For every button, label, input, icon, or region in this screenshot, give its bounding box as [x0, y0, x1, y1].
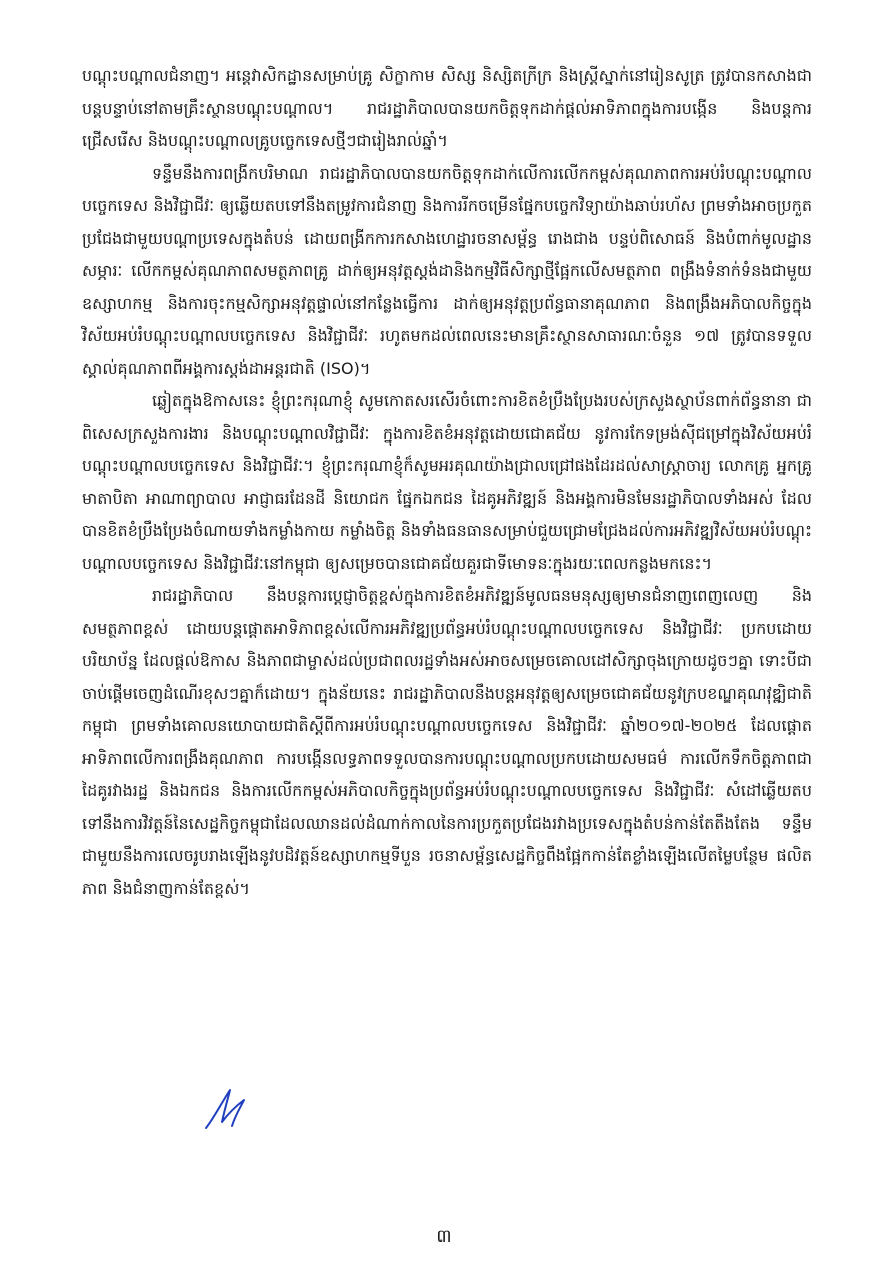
document-body	[82, 60, 812, 905]
paragraph-3: ឆ្លៀតក្នុងឱកាសនេះ ខ្ញុំព្រះករុណាខ្ញុំ សូមកោតសរសើរចំពោះការខិតខំប្រឹងប្រែងរបស់ក្រសួងស្ថាប័នពាក់ព័ន្ធនានា ជាពិសេសក្រសួងការងារ និងបណ្តុះបណ្តាលវិជ្ជាជីវៈ ក្នុងការខិតខំអនុវត្តដោយជោគជ័យ នូវការកែទម្រង់ស៊ីជម្រៅក្នុងវិស័យអប់រំបណ្តុះបណ្តាលបច្ចេកទេស និងវិជ្ជាជីវៈ។ ខ្ញុំព្រះករុណាខ្ញុំក៏សូមអរគុណយ៉ាងជ្រាលជ្រៅផងដែរដល់សាស្ត្រាចារ្យ លោកគ្រូ អ្នកគ្រូ មាតាបិតា អាណាព្យាបាល អាជ្ញាធរដែនដី និយោជក ផ្នែកឯកជន ដៃគូអភិវឌ្ឍន៍ និងអង្គការមិនមែនរដ្ឋាភិបាលទាំងអស់ ដែលបានខិតខំប្រឹងប្រែងចំណាយទាំងកម្លាំងកាយ កម្លាំងចិត្ត និងទាំងធនធានសម្រាប់ជួយជ្រោមជ្រែងដល់ការអភិវឌ្ឍវិស័យអប់រំបណ្តុះបណ្តាលបច្ចេកទេស និងវិជ្ជាជីវៈនៅកម្ពុជា ឲ្យសម្រេចបានជោគជ័យគួរជាទីមោទនៈក្នុងរយៈពេលកន្លងមកនេះ។	[82, 391, 812, 573]
paragraph-1: បណ្តុះបណ្តាលជំនាញ។ អន្តេវាសិកដ្ឋានសម្រាប់គ្រូ សិក្ខាកាម សិស្ស និស្សិតក្រីក្រ និងស្ត្រីស្នាក់នៅរៀនសូត្រ ត្រូវបានកសាងជាបន្តបន្ទាប់នៅតាមគ្រឹះស្ថានបណ្តុះបណ្តាល។ រាជរដ្ឋាភិបាលបានយកចិត្តទុកដាក់ផ្តល់អាទិភាពក្នុងការបង្កើន និងបន្តការជ្រើសរើស និងបណ្តុះបណ្តាលគ្រូបច្ចេកទេសថ្មីៗជារៀងរាល់ឆ្នាំ។	[82, 66, 812, 150]
paragraph-2: ទន្ទឹមនឹងការពង្រីកបរិមាណ រាជរដ្ឋាភិបាលបានយកចិត្តទុកដាក់លើការលើកកម្ពស់គុណភាពការអប់រំបណ្តុះបណ្តាលបច្ចេកទេស និងវិជ្ជាជីវៈ ឲ្យឆ្លើយតបទៅនឹងតម្រូវការជំនាញ និងការរីកចម្រើនផ្នែកបច្ចេកវិទ្យាយ៉ាងឆាប់រហ័ស ព្រមទាំងអាចប្រកួតប្រជែងជាមួយបណ្តាប្រទេសក្នុងតំបន់ ដោយពង្រីកការកសាងហេដ្ឋារចនាសម្ព័ន្ធ រោងជាង បន្ទប់ពិសោធន៍ និងបំពាក់មូលដ្ឋានសម្ភារៈ លើកកម្ពស់គុណភាពសមត្ថភាពគ្រូ ដាក់ឲ្យអនុវត្តស្តង់ដានិងកម្មវិធីសិក្សាថ្មីផ្អែកលើសមត្ថភាព ពង្រឹងទំនាក់ទំនងជាមួយឧស្សាហកម្ម និងការចុះកម្មសិក្សាអនុវត្តផ្ទាល់នៅកន្លែងធ្វើការ ដាក់ឲ្យអនុវត្តប្រព័ន្ធធានាគុណភាព និងពង្រឹងអភិបាលកិច្ចក្នុងវិស័យអប់រំបណ្តុះបណ្តាលបច្ចេកទេស និងវិជ្ជាជីវៈ រហូតមកដល់ពេលនេះមានគ្រឹះស្ថានសាធារណៈចំនួន ១៧ ត្រូវបានទទួលស្គាល់គុណភាពពីអង្គការស្តង់ដាអន្តរជាតិ (ISO)។	[82, 163, 812, 378]
paragraph-4: រាជរដ្ឋាភិបាល នឹងបន្តការប្តេជ្ញាចិត្តខ្ពស់ក្នុងការខិតខំអភិវឌ្ឍន៍មូលធនមនុស្សឲ្យមានជំនាញពេញលេញ និងសមត្ថភាពខ្ពស់ ដោយបន្តផ្តោតអាទិភាពខ្ពស់លើការអភិវឌ្ឍប្រព័ន្ធអប់រំបណ្តុះបណ្តាលបច្ចេកទេស និងវិជ្ជាជីវៈ ប្រកបដោយបរិយាប័ន្ន ដែលផ្តល់ឱកាស និងភាពជាម្ចាស់ដល់ប្រជាពលរដ្ឋទាំងអស់អាចសម្រេចគោលដៅសិក្សាចុងក្រោយដូចៗគ្នា ទោះបីជាចាប់ផ្តើមចេញដំណើរខុសៗគ្នាក៏ដោយ។ ក្នុងន័យនេះ រាជរដ្ឋាភិបាលនឹងបន្តអនុវត្តឲ្យសម្រេចជោគជ័យនូវក្របខណ្ឌគុណវុឌ្ឍិជាតិកម្ពុជា ព្រមទាំងគោលនយោបាយជាតិស្តីពីការអប់រំបណ្តុះបណ្តាលបច្ចេកទេស និងវិជ្ជាជីវៈ ឆ្នាំ២០១៧-២០២៥ ដែលផ្តោតអាទិភាពលើការពង្រឹងគុណភាព ការបង្កើនលទ្ធភាពទទួលបានការបណ្តុះបណ្តាលប្រកបដោយសមធម៌ ការលើកទឹកចិត្តភាពជាដៃគូរវាងរដ្ឋ និងឯកជន និងការលើកកម្ពស់អភិបាលកិច្ចក្នុងប្រព័ន្ធអប់រំបណ្តុះបណ្តាលបច្ចេកទេស និងវិជ្ជាជីវៈ សំដៅឆ្លើយតបទៅនឹងការវិវត្តន៍នៃសេដ្ឋកិច្ចកម្ពុជាដែលឈានដល់ដំណាក់កាលនៃការប្រកួតប្រជែងរវាងប្រទេសក្នុងតំបន់កាន់តែតឹងតែង ទន្ទឹមជាមួយនឹងការលេចរូបរាងឡើងនូវបដិវត្តន៍ឧស្សាហកម្មទីបួន រចនាសម្ព័ន្ធសេដ្ឋកិច្ចពឹងផ្អែកកាន់តែខ្លាំងឡើងលើតម្លៃបន្ថែម ផលិតភាព និងជំនាញកាន់តែខ្ពស់។	[82, 586, 812, 898]
signature-initial-icon	[200, 1082, 252, 1134]
page-number: ៣	[436, 1226, 452, 1247]
